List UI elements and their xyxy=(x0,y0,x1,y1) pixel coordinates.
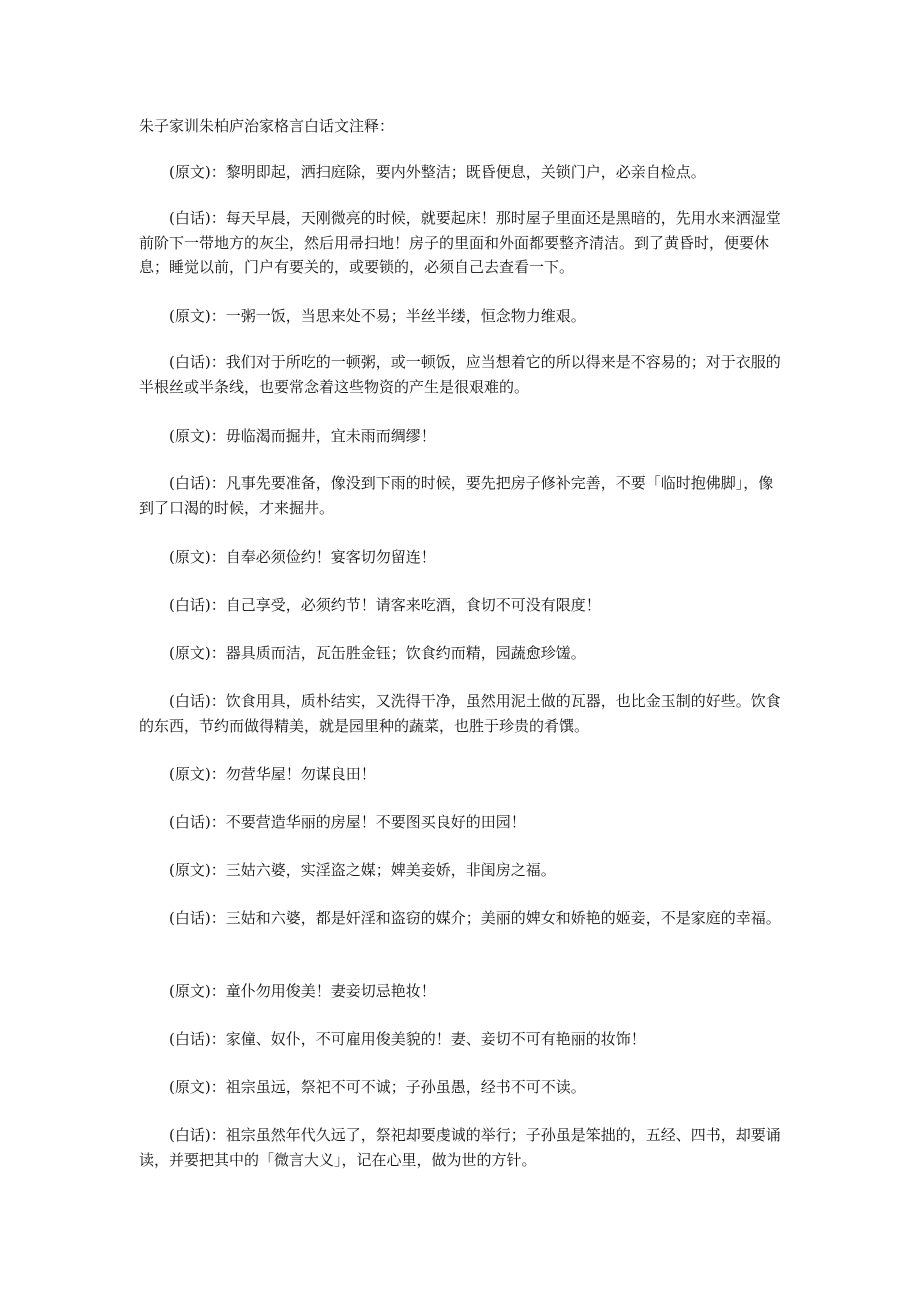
paragraph-vernacular: (白话)：三姑和六婆，都是奸淫和盗窃的媒介；美丽的婢女和娇艳的姬妾，不是家庭的幸福。 xyxy=(169,909,781,927)
paragraph-vernacular: (白话)：每天早晨，天刚微亮的时候，就要起床！那时屋子里面还是黑暗的，先用水来洒湿堂前阶下一带地方的灰尘，然后用帚扫地！房子的里面和外面都要整齐清洁。到了黄昏时，便要休息；睡觉以前，门户有要关的，或要锁的，必须自己去查看一下。 xyxy=(139,209,781,276)
paragraph-original: (原文)：祖宗虽远，祭祀不可不诚；子孙虽愚，经书不可不读。 xyxy=(169,1078,586,1096)
paragraph-vernacular: (白话)：凡事先要准备，像没到下雨的时候，要先把房子修补完善，不要「临时抱佛脚」，像到了口渴的时候，才来掘井。 xyxy=(139,474,774,517)
paragraph-vernacular: (白话)：我们对于所吃的一顿粥，或一顿饭，应当想着它的所以得来是不容易的；对于衣服的半根丝或半条线，也要常念着这些物资的产生是很艰难的。 xyxy=(139,353,781,396)
paragraph-original: (原文)：勿营华屋！勿谋良田！ xyxy=(169,765,376,783)
paragraph-original: (原文)：黎明即起，洒扫庭除，要内外整洁；既昏便息，关锁门户，必亲自检点。 xyxy=(169,163,706,181)
paragraph-vernacular: (白话)：祖宗虽然年代久远了，祭祀却要虔诚的举行；子孙虽是笨拙的，五经、四书，却要诵读，并要把其中的「微言大义」，记在心里，做为世的方针。 xyxy=(139,1126,781,1169)
paragraph-original: (原文)：器具质而洁，瓦缶胜金钰；饮食约而精，园蔬愈珍馐。 xyxy=(169,644,586,662)
paragraph-original: (原文)：三姑六婆，实淫盗之媒；婢美妾娇，非闺房之福。 xyxy=(169,861,556,879)
paragraph-vernacular: (白话)：自己享受，必须约节！请客来吃酒，食切不可没有限度！ xyxy=(169,596,601,614)
paragraph-original: (原文)：童仆勿用俊美！妻妾切忌艳妆！ xyxy=(169,982,436,1000)
paragraph-original: (原文)：一粥一饭，当思来处不易；半丝半缕，恒念物力维艰。 xyxy=(169,307,586,325)
paragraph-vernacular: (白话)：不要营造华丽的房屋！不要图买良好的田园！ xyxy=(169,813,526,831)
document-title: 朱子家训朱柏庐治家格言白话文注释： xyxy=(139,117,395,135)
paragraph-vernacular: (白话)：家僮、奴仆，不可雇用俊美貌的！妻、妾切不可有艳丽的妆饰！ xyxy=(169,1030,646,1048)
paragraph-original: (原文)：毋临渴而掘井，宜未雨而绸缪！ xyxy=(169,427,436,445)
paragraph-original: (原文)：自奉必须俭约！宴客切勿留连！ xyxy=(169,548,436,566)
paragraph-vernacular: (白话)：饮食用具，质朴结实，又洗得干净，虽然用泥土做的瓦器，也比金玉制的好些。饮食的东西，节约而做得精美，就是园里种的蔬菜，也胜于珍贵的肴馔。 xyxy=(139,692,781,735)
